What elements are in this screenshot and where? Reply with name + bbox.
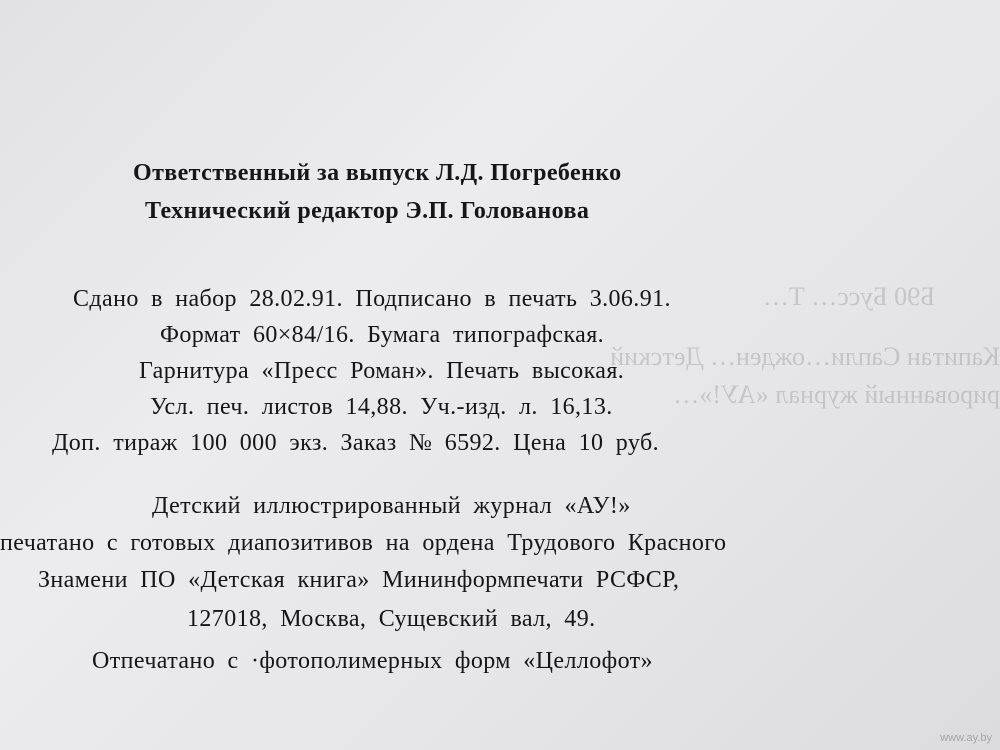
- submission-dates-line: Сдано в набор 28.02.91. Подписано в печать 3.06.91.: [73, 286, 671, 312]
- show-through-text: рированный журнал «АУ!»…: [673, 380, 1000, 409]
- technical-editor-line: Технический редактор Э.П. Голованова: [145, 198, 590, 224]
- responsible-editor-line: Ответственный за выпуск Л.Д. Погребенко: [133, 160, 622, 186]
- show-through-text: Б90 Бусс… Т…: [762, 282, 935, 311]
- typeface-line: Гарнитура «Пресс Роман». Печать высокая.: [139, 358, 625, 384]
- sheets-line: Усл. печ. листов 14,88. Уч.-изд. л. 16,13.: [150, 394, 613, 420]
- format-line: Формат 60×84/16. Бумага типографская.: [160, 322, 605, 348]
- show-through-text: Капитан Сапли…ожден… Детский: [610, 342, 1000, 371]
- printed-from-line: печатано с готовых диапозитивов на ордена Трудового Красного: [0, 530, 727, 556]
- printer-line: Знамени ПО «Детская книга» Мининформпечати РСФСР,: [38, 567, 680, 593]
- printed-forms-line: Отпечатано с ·фотополимерных форм «Целлофот»: [92, 648, 653, 674]
- site-watermark: www.ay.by: [940, 732, 992, 744]
- address-line: 127018, Москва, Сущевский вал, 49.: [187, 606, 596, 632]
- circulation-line: Доп. тираж 100 000 экз. Заказ № 6592. Цена 10 руб.: [52, 430, 659, 456]
- journal-line: Детский иллюстрированный журнал «АУ!»: [152, 493, 631, 519]
